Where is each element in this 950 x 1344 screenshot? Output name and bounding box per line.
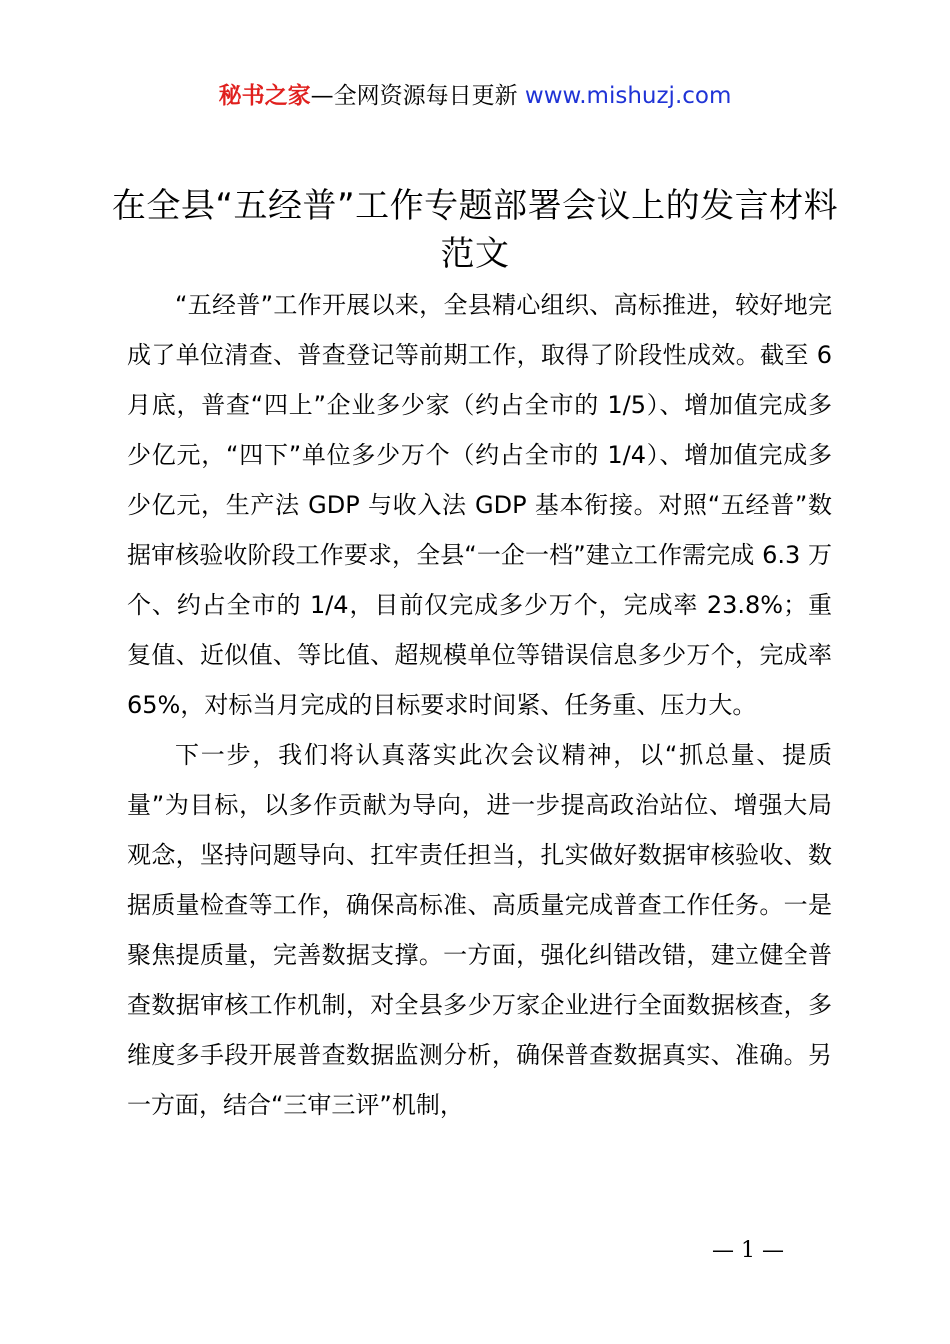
site-watermark xyxy=(0,80,950,112)
document-body xyxy=(127,280,832,1130)
watermark-url-link[interactable]: www.mishuzj.com xyxy=(524,83,732,109)
body-paragraph-1: “五经普”工作开展以来，全县精心组织、高标推进，较好地完成了单位清查、普查登记等前期工作，取得了阶段性成效。截至 6 月底，普查“四上”企业多少家（约占全市的 1/5）、增加值完成多少亿元，“四下”单位多少万个（约占全市的 1/4）、增加值完成多少亿元，生产法 GDP 与收入法 GDP 基本衔接。对照“五经普”数据审核验收阶段工作要求，全县“一企一档”建立工作需完成 6.3 万个、约占全市的 1/4，目前仅完成多少万个，完成率 23.8%；重复值、近似值、等比值、超规模单位等错误信息多少万个，完成率 65%，对标当月完成的目标要求时间紧、任务重、压力大。 xyxy=(127,291,832,719)
watermark-brand: 秘书之家 xyxy=(218,83,311,109)
body-paragraph-2: 下一步，我们将认真落实此次会议精神，以“抓总量、提质量”为目标，以多作贡献为导向，进一步提高政治站位、增强大局观念，坚持问题导向、扛牢责任担当，扎实做好数据审核验收、数据质量检查等工作，确保高标准、高质量完成普查工作任务。一是聚焦提质量，完善数据支撑。一方面，强化纠错改错，建立健全普查数据审核工作机制，对全县多少万家企业进行全面数据核查，多维度多手段开展普查数据监测分析，确保普查数据真实、准确。另一方面，结合“三审三评”机制， xyxy=(127,741,832,1119)
page-number: — 1 — xyxy=(712,1238,784,1263)
watermark-tagline: —全网资源每日更新 xyxy=(310,83,525,109)
document-title: 在全县“五经普”工作专题部署会议上的发言材料范文 xyxy=(111,186,839,274)
